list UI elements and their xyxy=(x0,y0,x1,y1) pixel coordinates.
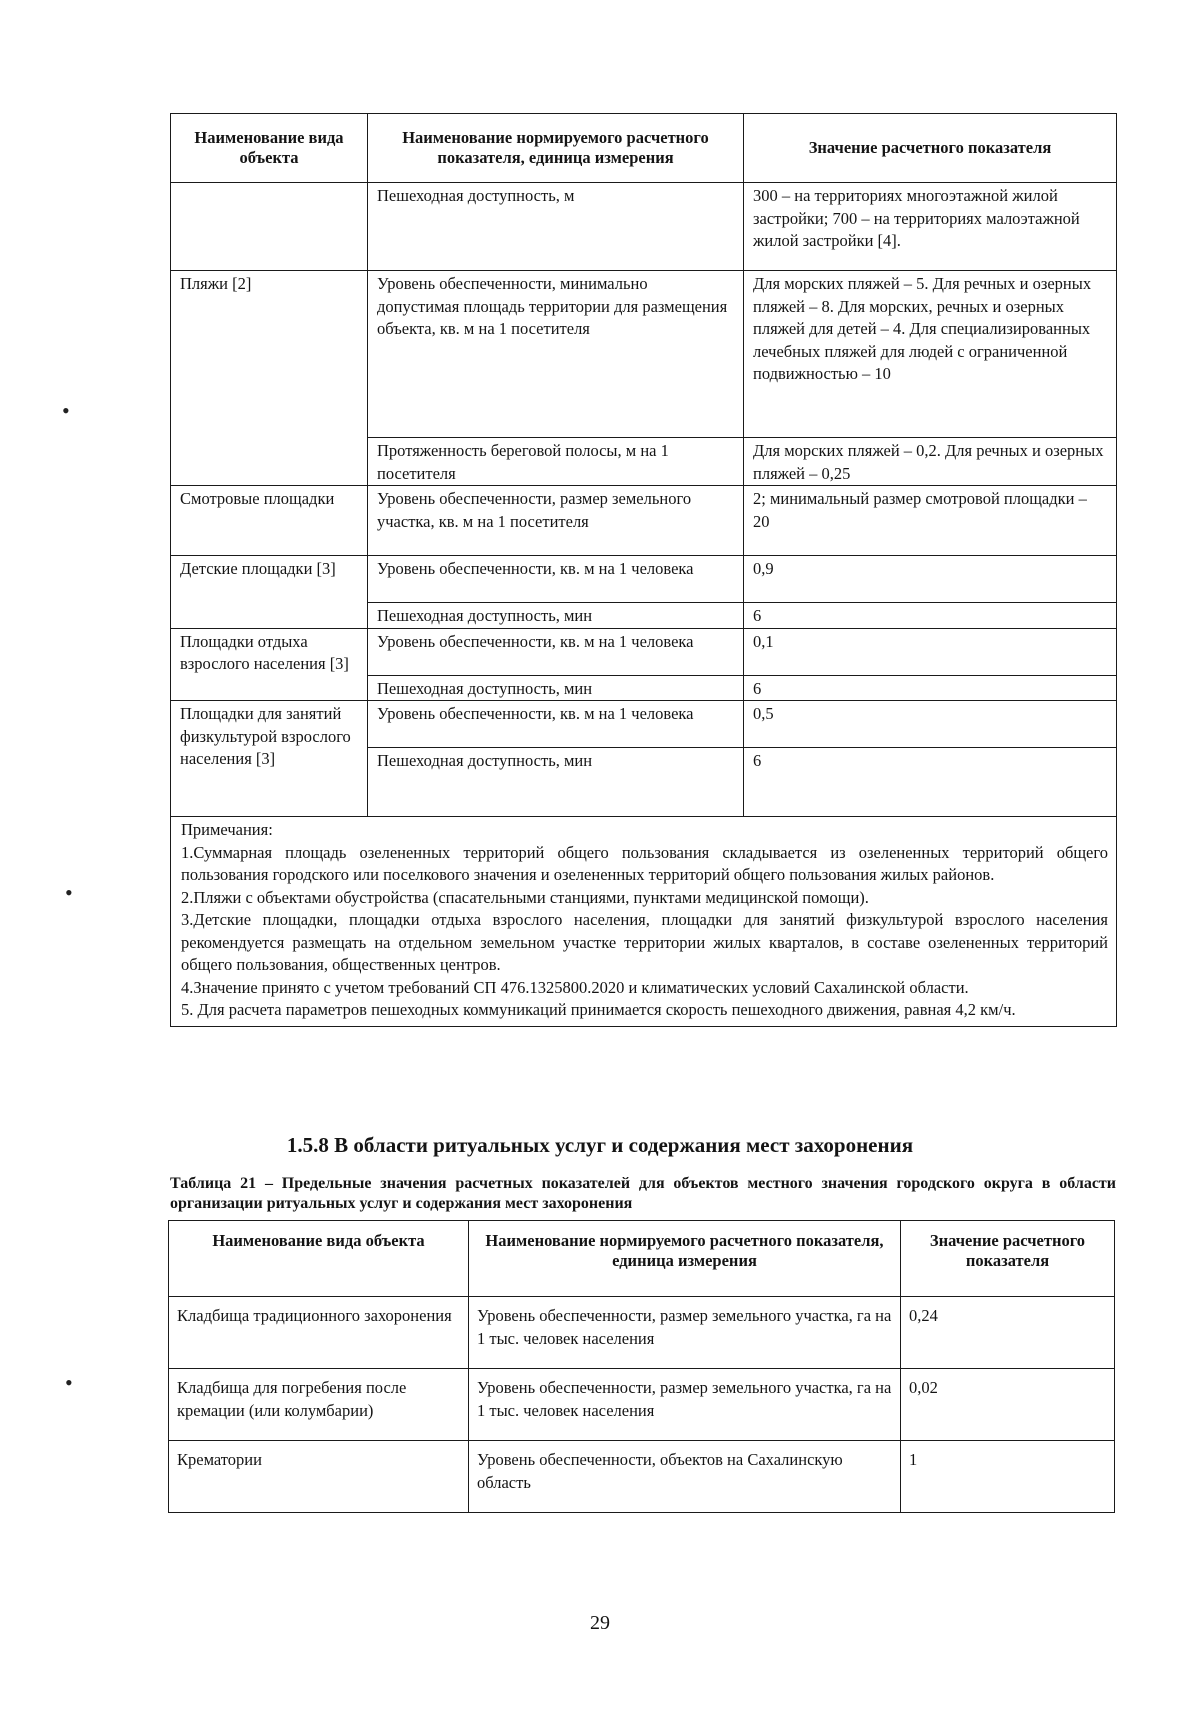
indicator-cell: Уровень обеспеченности, кв. м на 1 человека xyxy=(368,628,744,675)
note-3: 3.Детские площадки, площадки отдыха взрослого населения, площадки для занятий физкультурой взрослого населения рекомендуется размещать на отдельном земельном участке территории жилых кварталов, в составе озелененных территорий общего пользования, общественных центров. xyxy=(181,910,1108,974)
table-row xyxy=(171,486,1117,556)
object-name-cell: Детские площадки [3] xyxy=(171,556,368,629)
norms-table-continued xyxy=(170,113,1117,1027)
object-name-cell: Кладбища для погребения после кремации (или колумбарии) xyxy=(169,1369,469,1441)
indicator-cell: Пешеходная доступность, мин xyxy=(368,675,744,701)
scan-speck: • xyxy=(65,880,73,905)
table-21 xyxy=(168,1220,1115,1513)
section-heading: 1.5.8 В области ритуальных услуг и содержания мест захоронения xyxy=(286,1133,914,1157)
indicator-cell: Уровень обеспеченности, размер земельного участка, га на 1 тыс. человек населения xyxy=(469,1369,901,1441)
table-row xyxy=(169,1297,1115,1369)
header-value: Значение расчетного показателя xyxy=(744,114,1117,183)
scan-speck: • xyxy=(62,398,70,423)
object-name-cell: Площадки для занятий физкультурой взрослого населения [3] xyxy=(171,701,368,817)
header-value: Значение расчетного показателя xyxy=(901,1221,1115,1297)
object-name-cell: Площадки отдыха взрослого населения [3] xyxy=(171,628,368,701)
indicator-cell: Уровень обеспеченности, объектов на Сахалинскую область xyxy=(469,1441,901,1513)
table-row xyxy=(169,1369,1115,1441)
header-indicator: Наименование нормируемого расчетного показателя, единица измерения xyxy=(469,1221,901,1297)
object-name-cell: Смотровые площадки xyxy=(171,486,368,556)
note-2: 2.Пляжи с объектами обустройства (спасательными станциями, пунктами медицинской помощи). xyxy=(181,887,869,907)
table-row xyxy=(169,1441,1115,1513)
value-cell: 6 xyxy=(744,603,1117,629)
header-indicator: Наименование нормируемого расчетного показателя, единица измерения xyxy=(368,114,744,183)
table-row xyxy=(171,271,1117,438)
object-name-cell: Пляжи [2] xyxy=(171,271,368,486)
note-4: 4.Значение принято с учетом требований СП 476.1325800.2020 и климатических условий Сахалинской области. xyxy=(181,977,969,997)
value-cell: Для морских пляжей – 5. Для речных и озерных пляжей – 8. Для морских, речных и озерных пляжей для детей – 4. Для специализированных лечебных пляжей для людей с ограниченной подвижностью – 10 xyxy=(744,271,1117,438)
header-object-type: Наименование вида объекта xyxy=(169,1221,469,1297)
value-cell: 6 xyxy=(744,748,1117,817)
scan-speck: • xyxy=(65,1370,73,1395)
empty-object-cell xyxy=(171,183,368,271)
table-row xyxy=(171,183,1117,271)
table-row xyxy=(171,556,1117,603)
value-cell: 0,1 xyxy=(744,628,1117,675)
object-name-cell: Кладбища традиционного захоронения xyxy=(169,1297,469,1369)
table-row xyxy=(171,628,1117,675)
indicator-cell: Уровень обеспеченности, кв. м на 1 человека xyxy=(368,556,744,603)
indicator-cell: Пешеходная доступность, мин xyxy=(368,603,744,629)
indicator-cell: Пешеходная доступность, мин xyxy=(368,748,744,817)
value-cell: 6 xyxy=(744,675,1117,701)
table-header-row xyxy=(169,1221,1115,1297)
notes-title: Примечания: xyxy=(181,820,273,839)
value-cell: 0,5 xyxy=(744,701,1117,748)
indicator-cell: Уровень обеспеченности, размер земельного участка, га на 1 тыс. человек населения xyxy=(469,1297,901,1369)
indicator-cell: Протяженность береговой полосы, м на 1 посетителя xyxy=(368,438,744,486)
header-object-type: Наименование вида объекта xyxy=(171,114,368,183)
note-1: 1.Суммарная площадь озелененных территорий общего пользования складывается из озелененных территорий общего пользования городского или поселкового значения и озелененных территорий общего пользования жилых районов. xyxy=(181,842,1108,884)
indicator-cell: Уровень обеспеченности, кв. м на 1 человека xyxy=(368,701,744,748)
table-header-row xyxy=(171,114,1117,183)
table-caption: Таблица 21 – Предельные значения расчетных показателей для объектов местного значения городского округа в области организации ритуальных услуг и содержания мест захоронения xyxy=(170,1175,1116,1212)
indicator-cell: Пешеходная доступность, м xyxy=(368,183,744,271)
value-cell: 0,02 xyxy=(901,1369,1115,1441)
object-name-cell: Крематории xyxy=(169,1441,469,1513)
note-5: 5. Для расчета параметров пешеходных коммуникаций принимается скорость пешеходного движения, равная 4,2 км/ч. xyxy=(181,1000,1016,1019)
indicator-cell: Уровень обеспеченности, размер земельного участка, кв. м на 1 посетителя xyxy=(368,486,744,556)
notes-cell xyxy=(171,817,1117,1027)
value-cell: 0,9 xyxy=(744,556,1117,603)
value-cell: 1 xyxy=(901,1441,1115,1513)
notes-row xyxy=(171,817,1117,1027)
value-cell: 2; минимальный размер смотровой площадки – 20 xyxy=(744,486,1117,556)
value-cell: 300 – на территориях многоэтажной жилой застройки; 700 – на территориях малоэтажной жилой застройки [4]. xyxy=(744,183,1117,271)
indicator-cell: Уровень обеспеченности, минимально допустимая площадь территории для размещения объекта, кв. м на 1 посетителя xyxy=(368,271,744,438)
page-number: 29 xyxy=(590,1612,610,1634)
value-cell: 0,24 xyxy=(901,1297,1115,1369)
value-cell: Для морских пляжей – 0,2. Для речных и озерных пляжей – 0,25 xyxy=(744,438,1117,486)
table-row xyxy=(171,701,1117,748)
